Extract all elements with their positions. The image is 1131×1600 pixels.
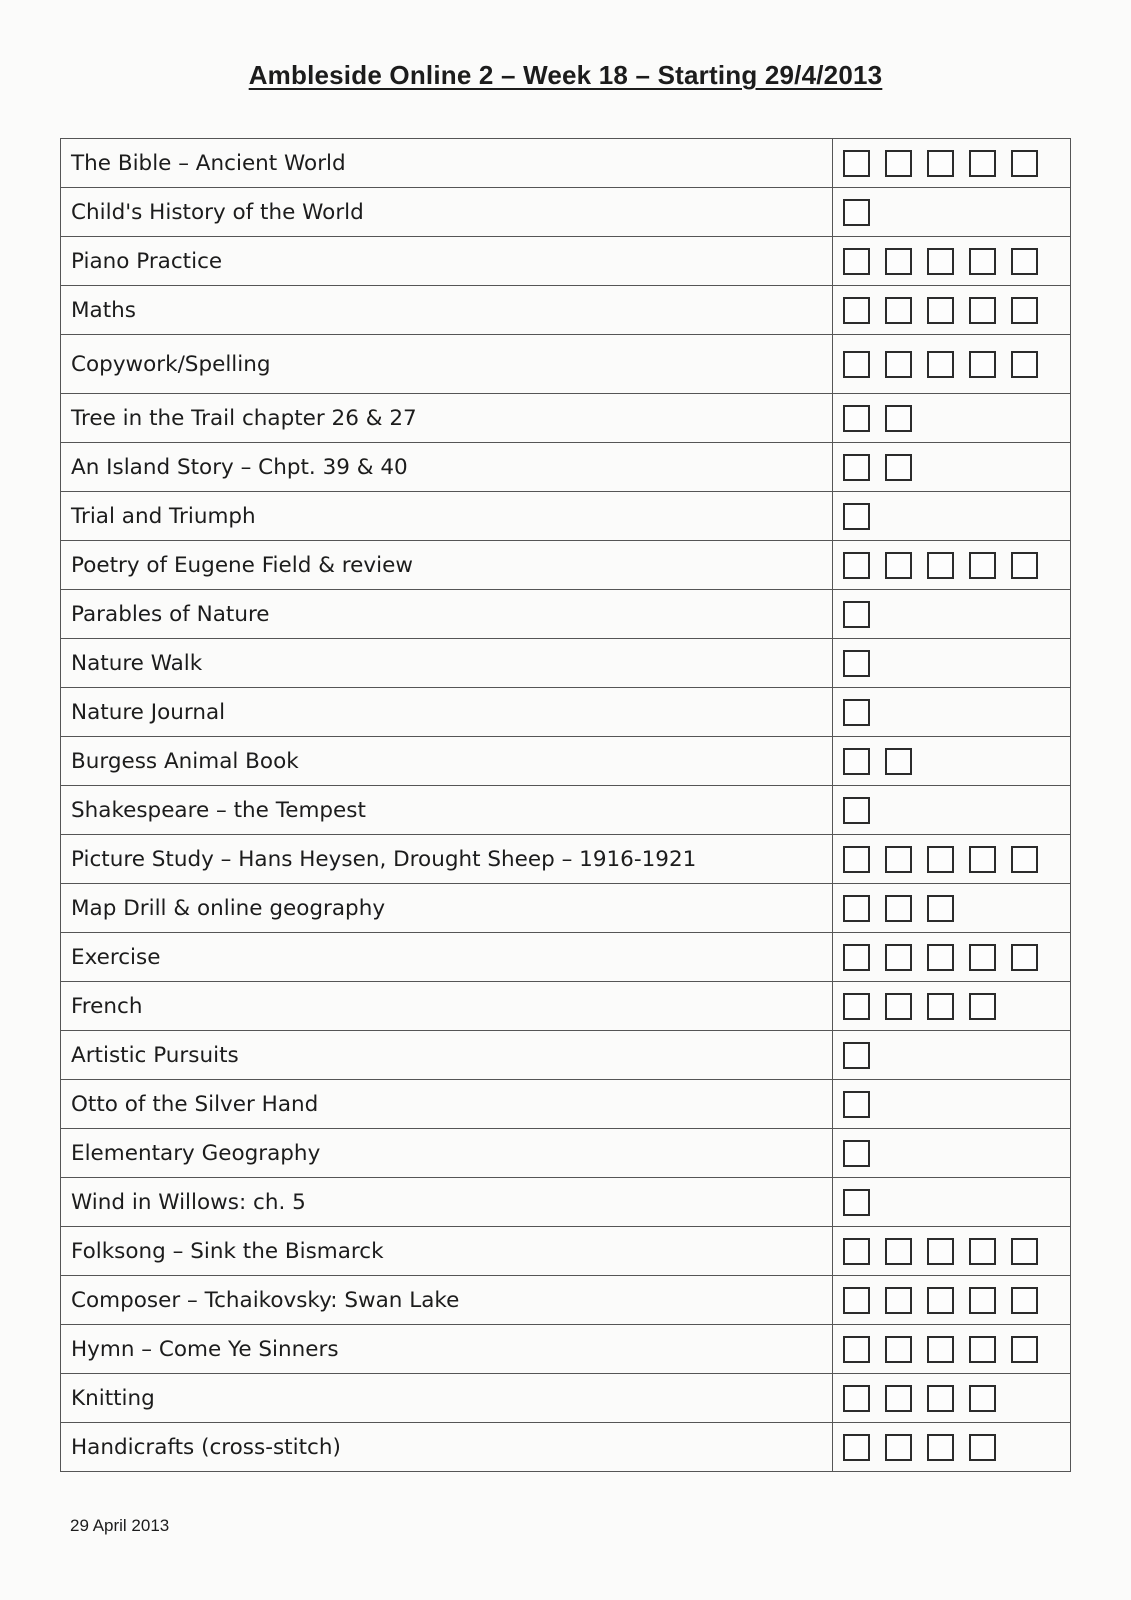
checkbox[interactable] xyxy=(843,1385,870,1412)
checkbox[interactable] xyxy=(927,1336,954,1363)
checkbox[interactable] xyxy=(885,1238,912,1265)
checkbox-group xyxy=(843,1336,1070,1363)
checklist-row xyxy=(61,1080,1071,1129)
checklist-row xyxy=(61,1178,1071,1227)
checkbox[interactable] xyxy=(969,248,996,275)
checklist-row xyxy=(61,492,1071,541)
checkbox-cell xyxy=(833,1080,1071,1129)
checkbox-cell xyxy=(833,688,1071,737)
checkbox-group xyxy=(843,601,1070,628)
checkbox-cell xyxy=(833,335,1071,394)
checkbox[interactable] xyxy=(843,1189,870,1216)
checkbox[interactable] xyxy=(885,351,912,378)
checkbox-cell xyxy=(833,1129,1071,1178)
checkbox[interactable] xyxy=(1011,846,1038,873)
checkbox-cell xyxy=(833,737,1071,786)
checkbox-group xyxy=(843,248,1070,275)
subject-label: The Bible – Ancient World xyxy=(61,139,833,188)
checkbox[interactable] xyxy=(885,405,912,432)
subject-label: Burgess Animal Book xyxy=(61,737,833,786)
checklist-row xyxy=(61,1276,1071,1325)
checkbox[interactable] xyxy=(927,846,954,873)
subject-label: Shakespeare – the Tempest xyxy=(61,786,833,835)
checkbox[interactable] xyxy=(1011,351,1038,378)
checkbox-group xyxy=(843,993,1070,1020)
checkbox[interactable] xyxy=(1011,1336,1038,1363)
checkbox[interactable] xyxy=(885,748,912,775)
subject-label: Exercise xyxy=(61,933,833,982)
checkbox-group xyxy=(843,1189,1070,1216)
checkbox-cell xyxy=(833,933,1071,982)
checkbox-cell xyxy=(833,1178,1071,1227)
checkbox-group xyxy=(843,454,1070,481)
checkbox[interactable] xyxy=(969,846,996,873)
checkbox-group xyxy=(843,1140,1070,1167)
checkbox[interactable] xyxy=(885,1336,912,1363)
checkbox-group xyxy=(843,846,1070,873)
checkbox-cell xyxy=(833,1325,1071,1374)
checkbox[interactable] xyxy=(1011,552,1038,579)
checkbox[interactable] xyxy=(885,944,912,971)
checkbox[interactable] xyxy=(843,846,870,873)
footer-date: 29 April 2013 xyxy=(70,1516,170,1535)
checkbox[interactable] xyxy=(843,199,870,226)
checkbox[interactable] xyxy=(843,1434,870,1461)
checkbox[interactable] xyxy=(843,993,870,1020)
subject-label: Piano Practice xyxy=(61,237,833,286)
checklist-row xyxy=(61,590,1071,639)
checkbox-cell xyxy=(833,1031,1071,1080)
checkbox[interactable] xyxy=(927,993,954,1020)
checkbox[interactable] xyxy=(843,150,870,177)
checklist-row xyxy=(61,188,1071,237)
checkbox-group xyxy=(843,699,1070,726)
checklist-row xyxy=(61,1423,1071,1472)
checkbox[interactable] xyxy=(843,1042,870,1069)
subject-label: Picture Study – Hans Heysen, Drought Sheep – 1916-1921 xyxy=(61,835,833,884)
checkbox[interactable] xyxy=(843,895,870,922)
checkbox-group xyxy=(843,297,1070,324)
checkbox-cell xyxy=(833,139,1071,188)
checkbox[interactable] xyxy=(843,601,870,628)
checklist-row xyxy=(61,541,1071,590)
checkbox[interactable] xyxy=(885,993,912,1020)
checkbox[interactable] xyxy=(843,1238,870,1265)
checkbox[interactable] xyxy=(843,405,870,432)
subject-label: Copywork/Spelling xyxy=(61,335,833,394)
checkbox-group xyxy=(843,1434,1070,1461)
checkbox[interactable] xyxy=(885,552,912,579)
checkbox[interactable] xyxy=(969,944,996,971)
checkbox-cell xyxy=(833,639,1071,688)
checklist-row xyxy=(61,933,1071,982)
checkbox[interactable] xyxy=(843,297,870,324)
checkbox-group xyxy=(843,1238,1070,1265)
checkbox-group xyxy=(843,1385,1070,1412)
checkbox-group xyxy=(843,199,1070,226)
checklist-row xyxy=(61,1325,1071,1374)
checkbox[interactable] xyxy=(843,797,870,824)
checkbox-group xyxy=(843,351,1070,378)
checkbox[interactable] xyxy=(927,1434,954,1461)
checkbox-group xyxy=(843,405,1070,432)
checkbox[interactable] xyxy=(969,351,996,378)
subject-label: Tree in the Trail chapter 26 & 27 xyxy=(61,394,833,443)
checkbox[interactable] xyxy=(843,748,870,775)
checkbox-cell xyxy=(833,237,1071,286)
checklist-row xyxy=(61,1129,1071,1178)
checkbox[interactable] xyxy=(843,503,870,530)
checklist-row xyxy=(61,335,1071,394)
checkbox[interactable] xyxy=(1011,944,1038,971)
checkbox[interactable] xyxy=(885,1385,912,1412)
subject-label: Wind in Willows: ch. 5 xyxy=(61,1178,833,1227)
checkbox[interactable] xyxy=(927,1238,954,1265)
checkbox-group xyxy=(843,503,1070,530)
subject-label: Artistic Pursuits xyxy=(61,1031,833,1080)
checklist-row xyxy=(61,884,1071,933)
checkbox[interactable] xyxy=(1011,1287,1038,1314)
checkbox[interactable] xyxy=(885,150,912,177)
checkbox[interactable] xyxy=(927,297,954,324)
checklist-row xyxy=(61,286,1071,335)
checkbox[interactable] xyxy=(927,351,954,378)
checkbox-cell xyxy=(833,286,1071,335)
subject-label: Hymn – Come Ye Sinners xyxy=(61,1325,833,1374)
checkbox[interactable] xyxy=(927,552,954,579)
checkbox-cell xyxy=(833,1227,1071,1276)
page-title: Ambleside Online 2 – Week 18 – Starting 29/4/2013 xyxy=(248,60,883,90)
checkbox[interactable] xyxy=(969,993,996,1020)
checkbox-group xyxy=(843,1287,1070,1314)
checkbox[interactable] xyxy=(969,1336,996,1363)
subject-label: Elementary Geography xyxy=(61,1129,833,1178)
subject-label: Map Drill & online geography xyxy=(61,884,833,933)
checkbox-group xyxy=(843,797,1070,824)
checkbox[interactable] xyxy=(927,1385,954,1412)
checklist-row xyxy=(61,688,1071,737)
checkbox-group xyxy=(843,552,1070,579)
weekly-checklist-table xyxy=(60,138,1071,1472)
subject-label: Nature Walk xyxy=(61,639,833,688)
checkbox-cell xyxy=(833,884,1071,933)
checkbox-cell xyxy=(833,1423,1071,1472)
checkbox[interactable] xyxy=(969,552,996,579)
checkbox-group xyxy=(843,150,1070,177)
checkbox-cell xyxy=(833,982,1071,1031)
checkbox[interactable] xyxy=(843,1140,870,1167)
subject-label: Handicrafts (cross-stitch) xyxy=(61,1423,833,1472)
checkbox[interactable] xyxy=(969,150,996,177)
checklist-row xyxy=(61,237,1071,286)
checkbox-cell xyxy=(833,1374,1071,1423)
checklist-row xyxy=(61,982,1071,1031)
checkbox[interactable] xyxy=(843,1336,870,1363)
checkbox-group xyxy=(843,1042,1070,1069)
checkbox[interactable] xyxy=(1011,150,1038,177)
checkbox[interactable] xyxy=(885,846,912,873)
subject-label: Maths xyxy=(61,286,833,335)
checkbox[interactable] xyxy=(843,552,870,579)
checklist-row xyxy=(61,394,1071,443)
subject-label: Parables of Nature xyxy=(61,590,833,639)
checkbox[interactable] xyxy=(927,895,954,922)
checkbox-cell xyxy=(833,492,1071,541)
subject-label: Poetry of Eugene Field & review xyxy=(61,541,833,590)
checkbox-cell xyxy=(833,188,1071,237)
checkbox-cell xyxy=(833,590,1071,639)
subject-label: Otto of the Silver Hand xyxy=(61,1080,833,1129)
checkbox-group xyxy=(843,650,1070,677)
checkbox[interactable] xyxy=(843,699,870,726)
checkbox[interactable] xyxy=(927,944,954,971)
checkbox-group xyxy=(843,1091,1070,1118)
subject-label: Nature Journal xyxy=(61,688,833,737)
checklist-row xyxy=(61,639,1071,688)
checkbox[interactable] xyxy=(843,351,870,378)
checkbox[interactable] xyxy=(927,248,954,275)
checkbox[interactable] xyxy=(843,944,870,971)
checkbox[interactable] xyxy=(843,454,870,481)
checkbox[interactable] xyxy=(969,297,996,324)
checklist-row xyxy=(61,786,1071,835)
checkbox-cell xyxy=(833,541,1071,590)
checkbox-cell xyxy=(833,443,1071,492)
checkbox-cell xyxy=(833,394,1071,443)
checkbox[interactable] xyxy=(969,1287,996,1314)
checkbox[interactable] xyxy=(843,650,870,677)
checklist-body xyxy=(61,139,1071,1472)
checkbox[interactable] xyxy=(1011,297,1038,324)
subject-label: Child's History of the World xyxy=(61,188,833,237)
checkbox-group xyxy=(843,895,1070,922)
checkbox[interactable] xyxy=(927,1287,954,1314)
checkbox[interactable] xyxy=(885,1287,912,1314)
checkbox[interactable] xyxy=(885,895,912,922)
checklist-row xyxy=(61,139,1071,188)
checkbox-group xyxy=(843,748,1070,775)
checkbox[interactable] xyxy=(843,1287,870,1314)
subject-label: Knitting xyxy=(61,1374,833,1423)
checkbox[interactable] xyxy=(969,1238,996,1265)
checklist-row xyxy=(61,1374,1071,1423)
checkbox[interactable] xyxy=(885,297,912,324)
subject-label: Trial and Triumph xyxy=(61,492,833,541)
subject-label: Folksong – Sink the Bismarck xyxy=(61,1227,833,1276)
subject-label: Composer – Tchaikovsky: Swan Lake xyxy=(61,1276,833,1325)
checkbox[interactable] xyxy=(843,248,870,275)
subject-label: French xyxy=(61,982,833,1031)
checkbox[interactable] xyxy=(969,1434,996,1461)
checklist-row xyxy=(61,1031,1071,1080)
checklist-row xyxy=(61,835,1071,884)
checkbox[interactable] xyxy=(1011,1238,1038,1265)
checkbox-group xyxy=(843,944,1070,971)
checkbox[interactable] xyxy=(885,248,912,275)
checklist-row xyxy=(61,737,1071,786)
checkbox[interactable] xyxy=(885,454,912,481)
checkbox[interactable] xyxy=(927,150,954,177)
checkbox[interactable] xyxy=(969,1385,996,1412)
checkbox[interactable] xyxy=(843,1091,870,1118)
checklist-row xyxy=(61,1227,1071,1276)
checklist-row xyxy=(61,443,1071,492)
checkbox-cell xyxy=(833,835,1071,884)
checkbox-cell xyxy=(833,1276,1071,1325)
checkbox[interactable] xyxy=(885,1434,912,1461)
checkbox-cell xyxy=(833,786,1071,835)
subject-label: An Island Story – Chpt. 39 & 40 xyxy=(61,443,833,492)
checkbox[interactable] xyxy=(1011,248,1038,275)
